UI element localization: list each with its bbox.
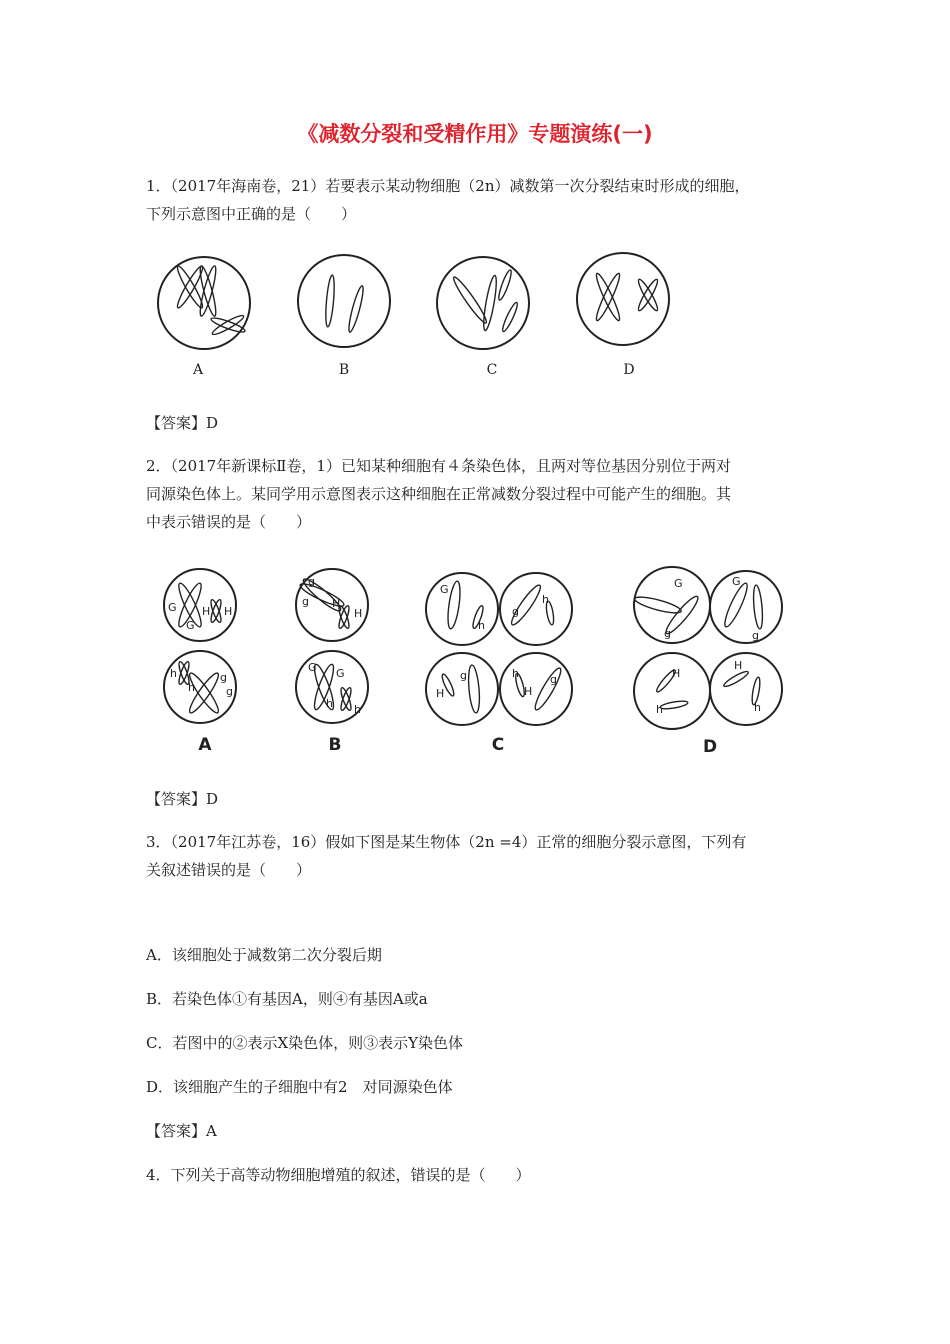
svg-text:h: h (542, 593, 549, 606)
q2-answer: 【答案】D (146, 790, 219, 808)
q1-option-c-label: C (486, 362, 498, 378)
q1-cell-b (298, 255, 390, 347)
svg-text:H: H (202, 605, 211, 618)
svg-text:g: g (302, 595, 309, 608)
q3-answer: 【答案】A (146, 1122, 217, 1140)
svg-text:G: G (168, 601, 177, 614)
svg-text:H: H (672, 667, 681, 680)
svg-text:h: h (478, 619, 485, 632)
svg-text:h: h (354, 703, 361, 716)
svg-text:G: G (674, 577, 683, 590)
svg-text:g: g (752, 629, 759, 642)
svg-text:H: H (436, 687, 445, 700)
svg-text:G: G (732, 575, 741, 588)
q2-group-b (296, 569, 368, 723)
page-title: 《减数分裂和受精作用》专题演练(一) (297, 122, 653, 146)
q1-cell-c (437, 257, 529, 349)
q1-figure (150, 245, 680, 365)
svg-text:H: H (354, 607, 363, 620)
svg-text:g: g (664, 627, 671, 640)
svg-text:h: h (754, 701, 761, 714)
q1-option-a-label: A (192, 362, 204, 378)
svg-text:g: g (460, 669, 467, 682)
svg-text:G: G (308, 661, 317, 674)
q3-choice-b: B．若染色体①有基因A，则④有基因A或a (146, 990, 428, 1008)
q2-option-d-label: D (702, 737, 718, 757)
q4-stem-line1: 4．下列关于高等动物细胞增殖的叙述，错误的是（ ） (146, 1166, 531, 1184)
q3-stem-line2: 关叙述错误的是（ ） (146, 861, 312, 879)
q2-group-c (426, 573, 572, 725)
svg-text:G: G (186, 619, 195, 632)
q1-cell-a (158, 257, 250, 349)
svg-text:H: H (224, 605, 233, 618)
svg-text:H: H (332, 597, 341, 610)
svg-text:G: G (440, 583, 449, 596)
q1-answer: 【答案】D (146, 414, 219, 432)
q1-option-b-label: B (338, 362, 350, 378)
q3-choice-d: D．该细胞产生的子细胞中有2 对同源染色体 (146, 1078, 453, 1096)
svg-text:g: g (220, 671, 227, 684)
svg-text:g: g (550, 673, 557, 686)
q2-option-b-label: B (328, 735, 342, 755)
q3-choice-a: A．该细胞处于减数第二次分裂后期 (146, 946, 382, 964)
svg-text:g: g (308, 575, 315, 588)
q2-figure (160, 565, 790, 735)
svg-text:h: h (326, 697, 333, 710)
q1-stem-line2: 下列示意图中正确的是（ ） (146, 205, 357, 223)
svg-text:G: G (336, 667, 345, 680)
q2-stem-line3: 中表示错误的是（ ） (146, 513, 312, 531)
svg-text:h: h (512, 667, 519, 680)
q2-group-a (164, 569, 236, 723)
q2-stem-line1: 2．（2017年新课标Ⅱ卷，1）已知某种细胞有４条染色体，且两对等位基因分别位于两对 (146, 457, 731, 475)
svg-text:g: g (226, 685, 233, 698)
q2-group-d (634, 567, 782, 729)
q2-option-c-label: C (491, 735, 505, 755)
q1-option-d-label: D (623, 362, 635, 378)
svg-text:H: H (734, 659, 743, 672)
svg-text:h: h (170, 667, 177, 680)
svg-text:H: H (524, 685, 533, 698)
svg-text:g: g (512, 605, 519, 618)
q3-choice-c: C．若图中的②表示X染色体，则③表示Y染色体 (146, 1034, 464, 1052)
q2-stem-line2: 同源染色体上。某同学用示意图表示这种细胞在正常减数分裂过程中可能产生的细胞。其 (146, 485, 732, 503)
q2-option-a-label: A (198, 735, 212, 755)
q1-stem-line1: 1．（2017年海南卷，21）若要表示某动物细胞（2n）减数第一次分裂结束时形成的细胞， (146, 177, 750, 195)
q1-cell-d (577, 253, 669, 345)
svg-text:h: h (656, 703, 663, 716)
svg-text:h: h (188, 681, 195, 694)
q3-stem-line1: 3．（2017年江苏卷，16）假如下图是某生物体（2n =4）正常的细胞分裂示意图，下列有 (146, 833, 747, 851)
